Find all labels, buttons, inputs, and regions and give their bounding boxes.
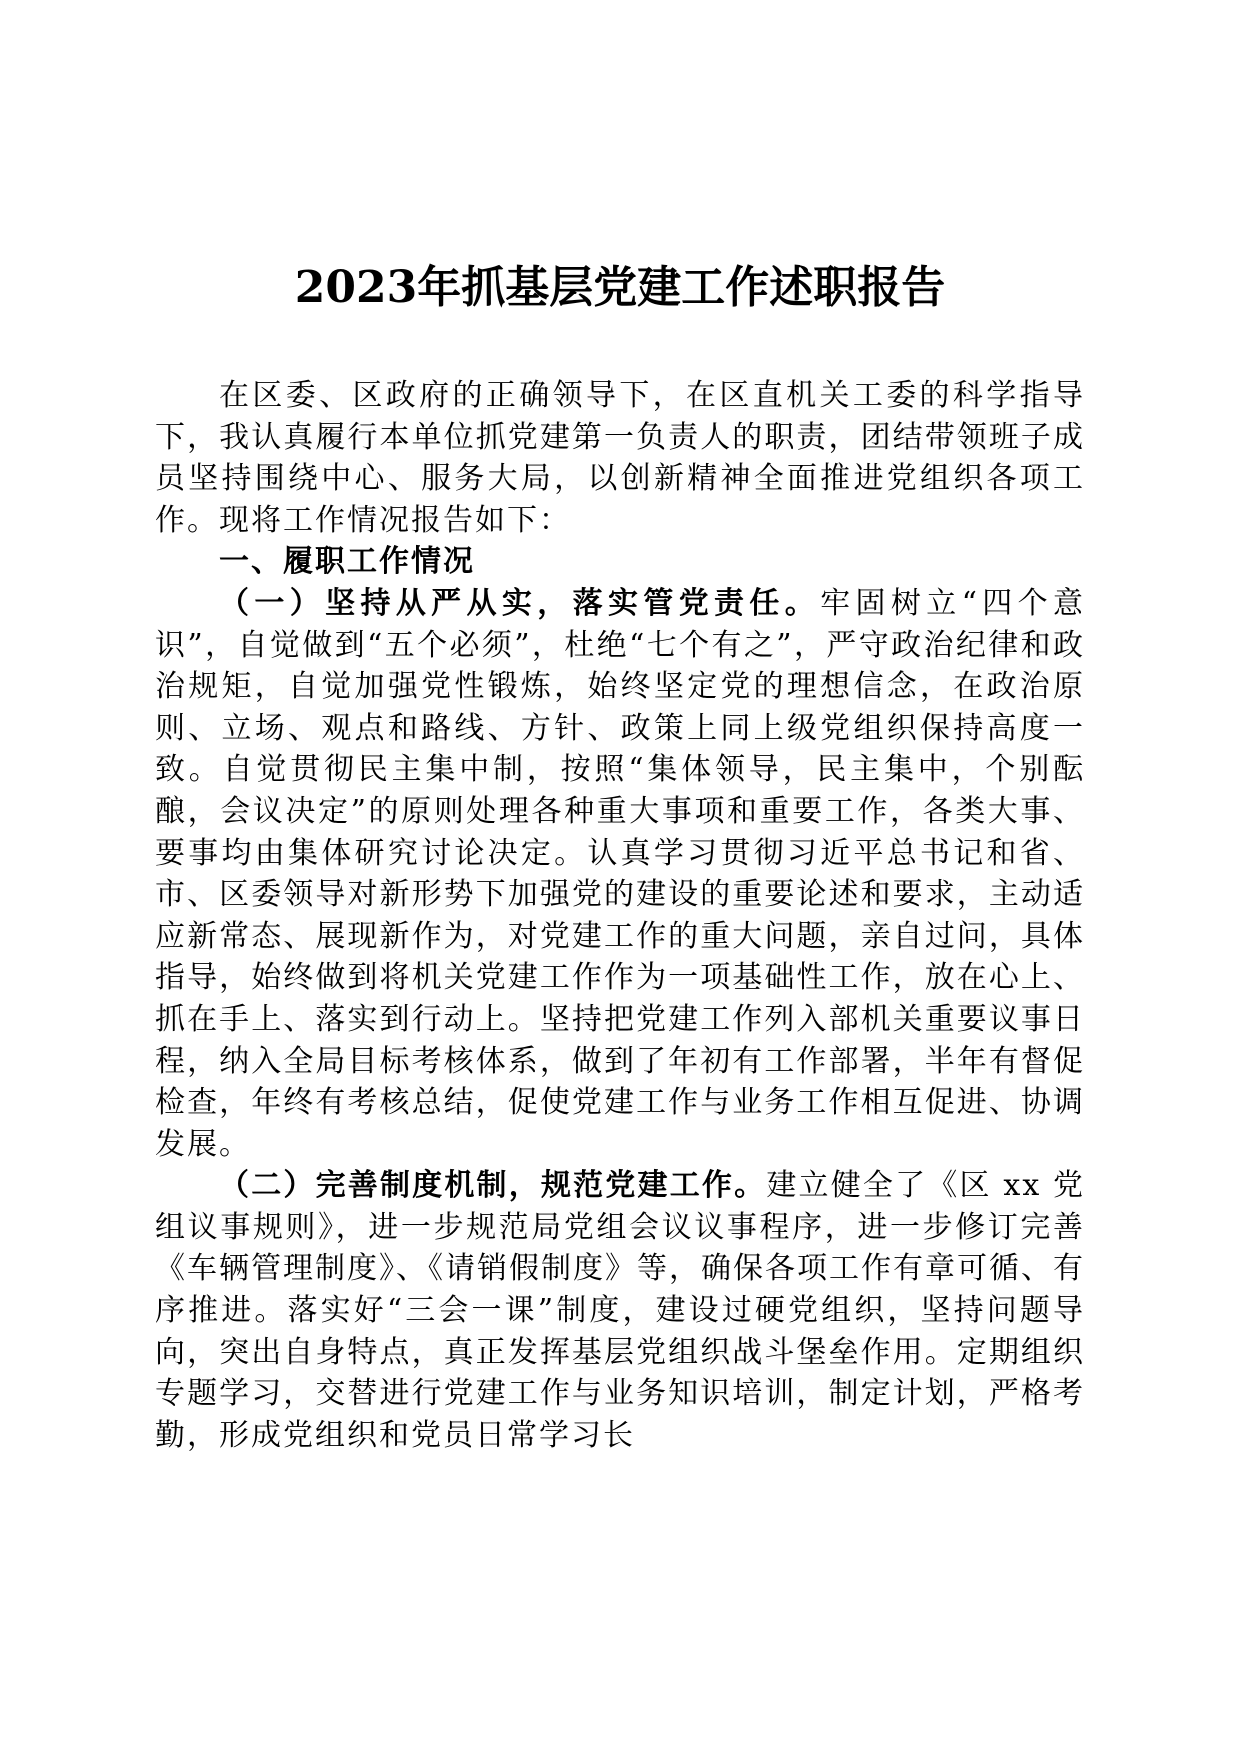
subsection-2-paragraph [155,1165,1085,1456]
subsection-1-lead: （一）坚持从严从实，落实管党责任。 [219,585,821,621]
subsection-2-lead: （二）完善制度机制，规范党建工作。 [219,1168,767,1204]
subsection-1-text: 牢固树立“四个意识”，自觉做到“五个必须”，杜绝“七个有之”，严守政治纪律和政治规矩，自觉加强党性锻炼，始终坚定党的理想信念，在政治原则、立场、观点和路线、方针、政策上同上级党组织保持高度一致。自觉贯彻民主集中制，按照“集体领导，民主集中，个别酝酿，会议决定”的原则处理各种重大事项和重要工作，各类大事、要事均由集体研究讨论决定。认真学习贯彻习近平总书记和省、市、区委领导对新形势下加强党的建设的重要论述和要求，主动适应新常态、展现新作为，对党建工作的重大问题，亲自过问，具体指导，始终做到将机关党建工作作为一项基础性工作，放在心上、抓在手上、落实到行动上。坚持把党建工作列入部机关重要议事日程，纳入全局目标考核体系，做到了年初有工作部署，半年有督促检查，年终有考核总结，促使党建工作与业务工作相互促进、协调发展。 [155,585,1086,1162]
document-body [155,375,1085,1456]
subsection-1-paragraph [155,583,1085,1165]
section-heading-1: 一、履职工作情况 [219,544,475,580]
intro-paragraph: 在区委、区政府的正确领导下，在区直机关工委的科学指导下，我认真履行本单位抓党建第一负责人的职责，团结带领班子成员坚持围绕中心、服务大局，以创新精神全面推进党组织各项工作。现将工作情况报告如下： [155,378,1085,538]
subsection-2-text: 建立健全了《区 xx 党组议事规则》，进一步规范局党组会议议事程序，进一步修订完善《车辆管理制度》、《请销假制度》等，确保各项工作有章可循、有序推进。落实好“三会一课”制度，建设过硬党组织，坚持问题导向，突出自身特点，真正发挥基层党组织战斗堡垒作用。定期组织专题学习，交替进行党建工作与业务知识培训，制定计划，严格考勤，形成党组织和党员日常学习长 [155,1168,1085,1453]
document-title: 2023年抓基层党建工作述职报告 [294,262,946,313]
